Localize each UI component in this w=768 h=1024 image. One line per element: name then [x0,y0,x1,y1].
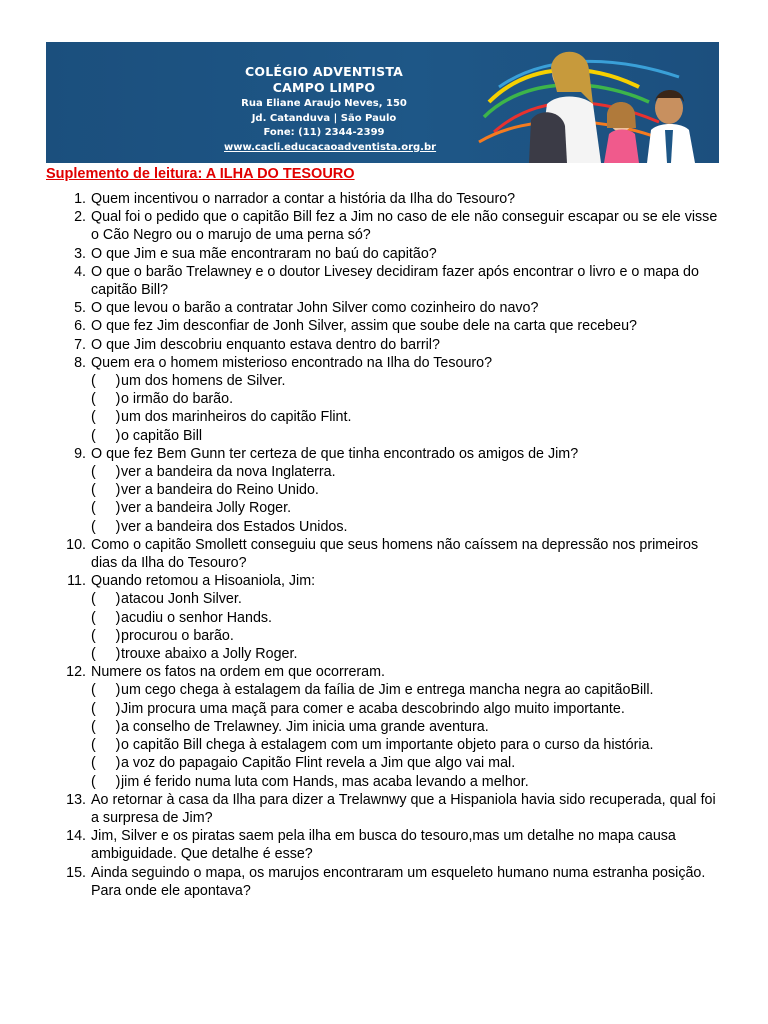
answer-option [91,754,726,772]
answer-option [91,773,726,791]
school-contact [224,97,437,155]
question-number: 7. [74,336,86,353]
question-item [46,336,726,354]
answer-option [91,627,726,645]
answer-option-text: ver a bandeira do Reino Unido. [121,482,319,499]
answer-option-text: ver a bandeira da nova Inglaterra. [121,464,336,481]
question-text: Quem era o homem misterioso encontrado na Ilha do Tesouro? [91,354,493,371]
question-number: 12. [66,664,86,681]
answer-option [91,390,726,408]
school-address: Rua Eliane Araujo Neves, 150 [241,98,407,109]
answer-checkbox[interactable]: ( ) [91,700,121,717]
answer-option-text: a voz do papagaio Capitão Flint revela a Jim que algo vai mal. [121,755,516,772]
question-text: O que Jim descobriu enquanto estava dentro do barril? [91,336,440,353]
question-item [46,536,726,572]
question-item [46,572,726,663]
question-number: 5. [74,300,86,317]
answer-checkbox[interactable]: ( ) [91,591,121,608]
answer-option-text: a conselho de Trelawney. Jim inicia uma grande aventura. [121,718,489,735]
answer-option-text: o irmão do barão. [121,391,234,408]
answer-option-text: atacou Jonh Silver. [121,591,242,608]
answer-options [91,681,726,790]
question-text: Qual foi o pedido que o capitão Bill fez a Jim no caso de ele não conseguir escapar ou se ele visse o Cão Negro ou o marujo de uma perna só? [91,209,718,244]
answer-option-text: procurou o barão. [121,627,234,644]
question-number: 8. [74,354,86,371]
school-name-line1: COLÉGIO ADVENTISTA [245,64,403,79]
question-number: 4. [74,263,86,280]
answer-checkbox[interactable]: ( ) [91,627,121,644]
answer-option [91,463,726,481]
question-text: Como o capitão Smollett conseguiu que seus homens não caíssem na depressão nos primeiros dias da Ilha do Tesouro? [91,536,699,572]
answer-options [91,463,726,536]
answer-option [91,408,726,426]
answer-checkbox[interactable]: ( ) [91,737,121,754]
answer-options [91,590,726,663]
school-name [224,64,424,96]
question-number: 14. [66,828,86,845]
school-website-link[interactable]: www.cacli.educacaoadventista.org.br [224,141,437,153]
school-phone: Fone: (11) 2344-2399 [263,127,385,138]
answer-checkbox[interactable]: ( ) [91,409,121,426]
answer-option-text: ver a bandeira dos Estados Unidos. [121,518,348,535]
question-item [46,299,726,317]
answer-option-text: ver a bandeira Jolly Roger. [121,500,292,517]
school-district: Jd. Catanduva | São Paulo [251,112,397,124]
question-text: O que fez Jim desconfiar de Jonh Silver, assim que soube dele na carta que recebeu? [91,318,637,335]
question-item [46,190,726,208]
school-info-block [224,64,437,155]
question-text: O que o barão Trelawney e o doutor Livesey decidiram fazer após encontrar o livro e o mapa do capitão Bill? [91,263,699,299]
answer-checkbox[interactable]: ( ) [91,718,121,735]
question-number: 3. [74,245,86,262]
answer-option [91,499,726,517]
question-text: Ao retornar à casa da Ilha para dizer a Trelawnwy que a Hispaniola havia sido recuperada, qual foi a surpresa de Jim? [91,791,716,826]
question-text: O que fez Bem Gunn ter certeza de que tinha encontrado os amigos de Jim? [91,445,579,462]
question-number: 2. [74,209,86,226]
school-name-line2: CAMPO LIMPO [272,80,376,95]
question-number: 11. [67,573,86,590]
answer-option [91,718,726,736]
answer-option-text: o capitão Bill chega à estalagem com um importante objeto para o curso da história. [121,737,654,754]
answer-option [91,372,726,390]
question-item [46,317,726,335]
answer-checkbox[interactable]: ( ) [91,682,121,699]
answer-option-text: trouxe abaixo a Jolly Roger. [121,646,298,663]
question-item [46,354,726,445]
answer-checkbox[interactable]: ( ) [91,464,121,481]
answer-checkbox[interactable]: ( ) [91,427,121,444]
answer-checkbox[interactable]: ( ) [91,518,121,535]
question-text: Ainda seguindo o mapa, os marujos encontraram um esqueleto humano numa estranha posição. Para onde ele apontava? [91,864,706,899]
answer-option-text: o capitão Bill [121,427,203,444]
question-number: 9. [74,445,86,462]
answer-checkbox[interactable]: ( ) [91,500,121,517]
question-item [46,263,726,299]
question-list [46,190,726,900]
question-item [46,791,726,827]
question-number: 15. [66,864,86,881]
question-item [46,663,726,790]
question-item [46,445,726,536]
school-header-banner [46,42,719,163]
question-number: 10. [66,536,86,553]
question-item [46,208,726,244]
answer-option-text: acudiu o senhor Hands. [121,609,273,626]
answer-option [91,609,726,627]
question-item [46,245,726,263]
question-text: Quem incentivou o narrador a contar a história da Ilha do Tesouro? [91,191,516,207]
question-item [46,864,726,900]
question-number: 6. [74,318,86,335]
answer-option [91,645,726,663]
answer-checkbox[interactable]: ( ) [91,755,121,772]
answer-option [91,481,726,499]
students-illustration [469,42,719,163]
question-number: 1. [74,191,86,207]
answer-checkbox[interactable]: ( ) [91,646,121,663]
answer-option-text: um cego chega à estalagem da faília de Jim e entrega mancha negra ao capitãoBill. [121,682,654,699]
question-text: O que Jim e sua mãe encontraram no baú do capitão? [91,245,437,262]
question-number: 13. [66,791,86,808]
answer-option-text: um dos homens de Silver. [121,373,286,390]
question-text: Jim, Silver e os piratas saem pela ilha em busca do tesouro,mas um detalhe no mapa causa ambiguidade. Que detalhe é esse? [91,828,676,863]
answer-option [91,736,726,754]
answer-option [91,681,726,699]
question-text: O que levou o barão a contratar John Silver como cozinheiro do navo? [91,300,539,317]
page-title: Suplemento de leitura: A ILHA DO TESOURO [46,166,355,182]
answer-checkbox[interactable]: ( ) [91,773,121,790]
answer-checkbox[interactable]: ( ) [91,482,121,499]
answer-option-text: um dos marinheiros do capitão Flint. [121,409,352,426]
answer-option-text: jim é ferido numa luta com Hands, mas acaba levando a melhor. [121,773,529,790]
answer-checkbox[interactable]: ( ) [91,391,121,408]
answer-option [91,427,726,445]
answer-options [91,372,726,445]
question-text: Quando retomou a Hisoaniola, Jim: [91,573,316,590]
answer-option [91,700,726,718]
question-item [46,827,726,863]
answer-checkbox[interactable]: ( ) [91,373,121,390]
answer-option-text: Jim procura uma maçã para comer e acaba descobrindo algo muito importante. [121,700,625,717]
answer-checkbox[interactable]: ( ) [91,609,121,626]
question-text: Numere os fatos na ordem em que ocorreram. [91,664,386,681]
answer-option [91,518,726,536]
answer-option [91,590,726,608]
